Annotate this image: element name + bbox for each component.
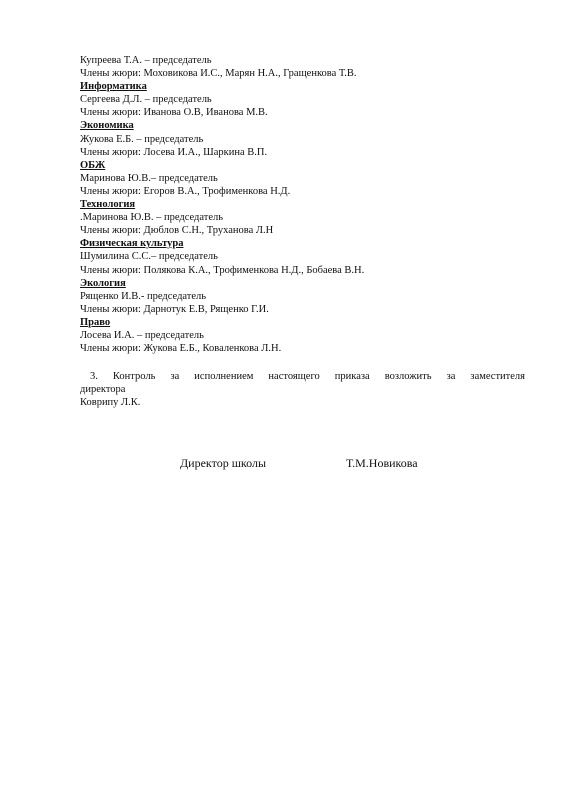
committee-block: [80, 119, 530, 158]
committee-block: [80, 159, 530, 198]
subject-heading: Экология: [80, 277, 126, 289]
committee-block: [80, 54, 530, 80]
committee-chair: Лосева И.А. – председатель: [80, 329, 204, 341]
signature-title: Директор школы: [180, 456, 267, 470]
committee-members: Члены жюри: Дарнотук Е.В, Рященко Г.И.: [80, 303, 269, 315]
committee-chair: Купреева Т.А. – председатель: [80, 55, 212, 66]
item3-second-line: директора: [80, 384, 126, 395]
committee-block: [80, 237, 530, 276]
committee-members: Члены жюри: Полякова К.А., Трофименкова Н.Д., Бобаева В.Н.: [80, 264, 365, 276]
committee-chair: Рященко И.В.- председатель: [80, 290, 207, 302]
subject-heading: Физическая культура: [80, 238, 184, 250]
committee-members: Члены жюри: Иванова О.В, Иванова М.В.: [80, 107, 268, 119]
subject-heading: Информатика: [80, 81, 147, 93]
committee-block: [80, 198, 530, 237]
subject-heading: Право: [80, 316, 111, 328]
committee-block: [80, 277, 530, 316]
committee-chair: Сергеева Д.Л. – председатель: [80, 94, 212, 106]
committee-chair: Маринова Ю.В.– председатель: [80, 172, 218, 184]
subject-heading: Технология: [80, 199, 136, 211]
signature-name: Т.М.Новикова: [346, 456, 418, 470]
subject-heading: Экономика: [80, 120, 134, 132]
item3-third-line: Коврипу Л.К.: [80, 397, 141, 408]
item3-first-line: 3. Контроль за исполнением настоящего приказа возложить за заместителя: [90, 371, 525, 382]
committee-chair: .Маринова Ю.В. – председатель: [80, 212, 224, 224]
committee-chair: Жукова Е.Б. – председатель: [80, 133, 204, 145]
committee-block: [80, 80, 530, 119]
order-item-3: [80, 370, 525, 409]
committee-members: Члены жюри: Лосева И.А., Шаркина В.П.: [80, 146, 268, 158]
committee-members: Члены жюри: Егоров В.А., Трофименкова Н.Д.: [80, 185, 291, 197]
committee-block: [80, 316, 530, 355]
committee-members: Члены жюри: Дюблов С.Н., Труханова Л.Н: [80, 225, 274, 237]
committee-members: Члены жюри: Моховикова И.С., Марян Н.А., Гращенкова Т.В.: [80, 68, 357, 80]
jury-committees-list: [80, 54, 530, 355]
committee-members: Члены жюри: Жукова Е.Б., Коваленкова Л.Н.: [80, 343, 282, 355]
subject-heading: ОБЖ: [80, 159, 106, 171]
committee-chair: Шумилина С.С.– председатель: [80, 251, 218, 263]
